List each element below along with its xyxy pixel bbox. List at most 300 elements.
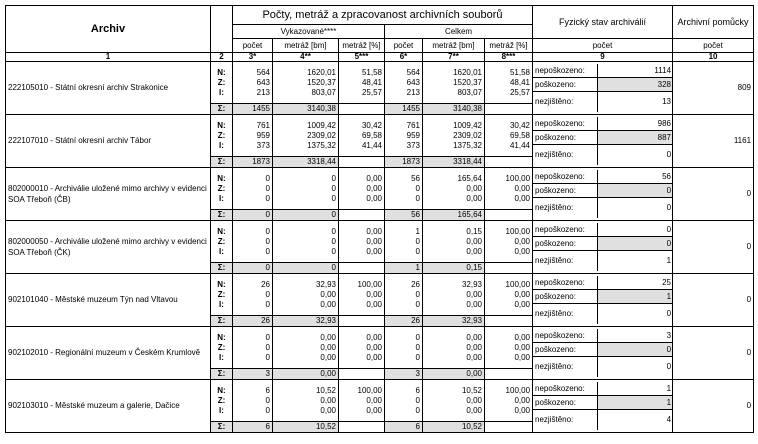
cell-value: 0,00 [514, 299, 531, 309]
archive-row [6, 380, 754, 422]
cell-value: 0,00 [320, 405, 336, 415]
cell-value: 30,42 [509, 120, 531, 130]
cell-value: 0,00 [466, 299, 482, 309]
cell-value: 48,41 [509, 77, 531, 87]
value-stack [211, 68, 232, 98]
table-cell [485, 327, 533, 369]
value-stack [211, 227, 232, 257]
cell-value: 0 [415, 289, 420, 299]
cell-value: 0 [415, 395, 420, 405]
table-cell [385, 62, 423, 104]
pocet-header: počet [385, 39, 423, 53]
nezjisteno-value: 13 [597, 92, 673, 112]
sum-value: 3140,38 [423, 104, 485, 115]
value-stack [235, 174, 270, 204]
nezjisteno-value: 0 [597, 304, 673, 324]
sum-blank [339, 104, 385, 115]
cell-value: 373 [256, 140, 270, 150]
cell-value: 0,00 [366, 395, 382, 405]
table-cell [211, 380, 233, 422]
pomucky-value: 0 [673, 327, 754, 380]
sum-value: 0,15 [423, 263, 485, 274]
column-number-row [6, 53, 754, 62]
archive-name [6, 62, 211, 115]
cell-value: 0,00 [366, 236, 382, 246]
cell-value: I: [219, 352, 224, 362]
value-stack [387, 227, 420, 257]
neposkozeno-value: 0 [597, 223, 673, 237]
fyzicky-stav-cell [533, 380, 673, 433]
archive-name-text: 222107010 - Státní okresní archiv Tábor [8, 136, 152, 146]
sum-value: 1455 [385, 104, 423, 115]
cell-value: 69,58 [509, 130, 531, 140]
table-cell [423, 62, 485, 104]
cell-value: N: [217, 120, 226, 130]
value-stack [387, 333, 420, 363]
cell-value: 0,00 [514, 352, 531, 362]
value-stack [341, 174, 382, 204]
cell-value: 0 [265, 342, 270, 352]
col-number: 10 [673, 53, 754, 62]
nezjisteno-label: nezjištěno: [535, 203, 574, 212]
cell-value: 0 [331, 246, 336, 256]
metraz-bm-header: metráž [bm] [273, 39, 339, 53]
cell-value: 1 [415, 226, 420, 236]
fyzicky-stav-header: Fyzický stav archiválií [533, 6, 673, 39]
cell-value: Z: [217, 77, 226, 87]
poskozeno-label: poškozeno: [533, 237, 597, 251]
cell-value: 100,00 [357, 385, 382, 395]
cell-value: I: [219, 193, 224, 203]
sum-value: 10,52 [423, 422, 485, 433]
value-stack [387, 68, 420, 98]
fyzicky-stav-grid [533, 223, 672, 271]
sum-value: 0 [273, 210, 339, 221]
table-cell [385, 274, 423, 316]
sum-value: 1873 [233, 157, 273, 168]
cell-value: 0,00 [366, 183, 382, 193]
cell-value: 0 [415, 246, 420, 256]
sigma-label: Σ: [211, 157, 233, 168]
poskozeno-label: poškozeno: [533, 184, 597, 198]
value-stack [275, 121, 336, 151]
poskozeno-value: 0 [597, 237, 673, 251]
cell-value: Z: [217, 289, 226, 299]
cell-value: 10,52 [315, 385, 336, 395]
value-stack [425, 68, 482, 98]
value-stack [235, 333, 270, 363]
cell-value: 6 [265, 385, 270, 395]
cell-value: 0,00 [366, 289, 382, 299]
cell-value: 213 [406, 87, 420, 97]
cell-value: 0 [415, 342, 420, 352]
table-cell [385, 380, 423, 422]
cell-value: 0,00 [466, 342, 482, 352]
nezjisteno-value: 1 [597, 251, 673, 271]
fyzicky-stav-grid [533, 329, 672, 377]
cell-value: 41,44 [509, 140, 531, 150]
cell-value: 0 [415, 299, 420, 309]
sigma-label: Σ: [211, 263, 233, 274]
cell-value: 26 [411, 279, 420, 289]
value-stack [211, 386, 232, 416]
cell-value: 0,00 [320, 342, 336, 352]
archive-row [6, 62, 754, 104]
cell-value: 0,00 [466, 236, 482, 246]
table-cell [339, 62, 385, 104]
cell-value: 213 [256, 87, 270, 97]
cell-value: 0 [415, 405, 420, 415]
poskozeno-value: 1 [597, 396, 673, 410]
table-cell [423, 274, 485, 316]
cell-value: 100,00 [357, 279, 382, 289]
label-header-blank [211, 6, 233, 53]
table-cell [423, 327, 485, 369]
cell-value: 0 [331, 193, 336, 203]
table-cell [211, 274, 233, 316]
pocet-header: počet [533, 39, 673, 53]
col-number: 6* [385, 53, 423, 62]
cell-value: Z: [217, 342, 226, 352]
value-stack [275, 227, 336, 257]
value-stack [235, 227, 270, 257]
pocty-header: Počty, metráž a zpracovanost archivních souborů [233, 6, 533, 25]
nezjisteno-value: 0 [597, 357, 673, 377]
table-cell [423, 380, 485, 422]
sum-value: 10,52 [273, 422, 339, 433]
cell-value: 2309,02 [307, 130, 336, 140]
cell-value: I: [219, 140, 224, 150]
value-stack [211, 333, 232, 363]
sum-value: 0 [233, 210, 273, 221]
value-stack [487, 227, 530, 257]
cell-value: N: [217, 385, 226, 395]
cell-value: 0,00 [514, 342, 531, 352]
nezjisteno-value: 0 [597, 145, 673, 165]
cell-value: 100,00 [505, 173, 531, 183]
table-cell [385, 168, 423, 210]
cell-value: 564 [406, 67, 420, 77]
value-stack [425, 227, 482, 257]
cell-value: 0,00 [514, 193, 531, 203]
cell-value: 0 [331, 183, 336, 193]
cell-value: Z: [217, 236, 226, 246]
sigma-label: Σ: [211, 210, 233, 221]
cell-value: Z: [217, 183, 226, 193]
neposkozeno-label: nepoškozeno: [533, 64, 597, 78]
cell-value: 1520,37 [307, 77, 336, 87]
fyzicky-stav-grid [533, 117, 672, 165]
value-stack [235, 68, 270, 98]
pomucky-value: 0 [673, 380, 754, 433]
cell-value: 56 [411, 173, 420, 183]
cell-value: 0,00 [466, 352, 482, 362]
sum-blank [485, 157, 533, 168]
cell-value: 165,64 [457, 173, 482, 183]
col-number: 4** [273, 53, 339, 62]
poskozeno-value: 328 [597, 78, 673, 92]
table-cell [233, 221, 273, 263]
cell-value: 0 [265, 332, 270, 342]
cell-value: 0,00 [366, 193, 382, 203]
archive-row [6, 115, 754, 157]
col-number: 2 [211, 53, 233, 62]
cell-value: 1620,01 [307, 67, 336, 77]
cell-value: 0,00 [320, 289, 336, 299]
archive-name [6, 221, 211, 274]
value-stack [211, 280, 232, 310]
cell-value: 51,58 [509, 67, 531, 77]
table-cell [339, 327, 385, 369]
cell-value: 0 [331, 226, 336, 236]
cell-value: 100,00 [505, 385, 531, 395]
neposkozeno-label: nepoškozeno: [533, 170, 597, 184]
neposkozeno-label: nepoškozeno: [533, 117, 597, 131]
nezjisteno-label: nezjištěno: [535, 150, 574, 159]
cell-value: 0,00 [366, 342, 382, 352]
nezjisteno-label: nezjištěno: [535, 309, 574, 318]
cell-value: 0,00 [366, 332, 382, 342]
cell-value: 0 [265, 226, 270, 236]
col-number: 1 [6, 53, 211, 62]
cell-value: 0,00 [366, 405, 382, 415]
cell-value: 41,44 [361, 140, 382, 150]
table-cell [423, 115, 485, 157]
cell-value: 959 [256, 130, 270, 140]
cell-value: 0 [265, 405, 270, 415]
table-cell [273, 115, 339, 157]
cell-value: 0 [265, 299, 270, 309]
cell-value: 51,58 [361, 67, 382, 77]
sum-value: 0 [233, 263, 273, 274]
cell-value: 26 [261, 279, 270, 289]
cell-value: 0,00 [320, 395, 336, 405]
cell-value: 0,00 [466, 183, 482, 193]
nezjisteno-label: nezjištěno: [535, 256, 574, 265]
pomucky-value: 0 [673, 168, 754, 221]
cell-value: I: [219, 299, 224, 309]
sum-value: 3318,44 [273, 157, 339, 168]
cell-value: 0 [265, 183, 270, 193]
table-cell [273, 168, 339, 210]
sigma-label: Σ: [211, 104, 233, 115]
sigma-label: Σ: [211, 316, 233, 327]
cell-value: 0 [331, 173, 336, 183]
value-stack [487, 121, 530, 151]
cell-value: 32,93 [461, 279, 482, 289]
value-stack [425, 121, 482, 151]
poskozeno-value: 887 [597, 131, 673, 145]
sum-blank [485, 422, 533, 433]
table-cell [273, 327, 339, 369]
sum-blank [339, 369, 385, 380]
sum-value: 1873 [385, 157, 423, 168]
sum-blank [339, 263, 385, 274]
archive-name-text: 802000010 - Archiválie uložené mimo archivy v evidenci SOA Třeboň (ČB) [8, 183, 207, 204]
table-cell [385, 221, 423, 263]
cell-value: I: [219, 87, 224, 97]
fyzicky-stav-grid [533, 276, 672, 324]
col-number: 8*** [485, 53, 533, 62]
cell-value: 0,00 [466, 332, 482, 342]
table-cell [233, 274, 273, 316]
table-cell [485, 274, 533, 316]
nezjisteno-label: nezjištěno: [535, 97, 574, 106]
col-number: 7** [423, 53, 485, 62]
nezjisteno-value: 0 [597, 198, 673, 218]
cell-value: 0,00 [514, 332, 531, 342]
cell-value: 643 [406, 77, 420, 87]
sum-value: 0,00 [273, 369, 339, 380]
nezjisteno-label: nezjištěno: [535, 362, 574, 371]
cell-value: 643 [256, 77, 270, 87]
cell-value: 0 [265, 173, 270, 183]
neposkozeno-value: 1 [597, 382, 673, 396]
cell-value: 0,00 [514, 236, 531, 246]
sum-value: 165,64 [423, 210, 485, 221]
sum-value: 3 [385, 369, 423, 380]
value-stack [341, 386, 382, 416]
cell-value: N: [217, 332, 226, 342]
cell-value: 6 [415, 385, 420, 395]
value-stack [341, 333, 382, 363]
neposkozeno-label: nepoškozeno: [533, 223, 597, 237]
cell-value: 0,00 [366, 352, 382, 362]
table-cell [485, 380, 533, 422]
cell-value: 0 [331, 236, 336, 246]
value-stack [387, 174, 420, 204]
table-cell [211, 327, 233, 369]
sum-value: 6 [385, 422, 423, 433]
archive-name-text: 902102010 - Regionální muzeum v Českém Krumlově [8, 348, 201, 358]
col-number: 9 [533, 53, 673, 62]
cell-value: 100,00 [505, 226, 531, 236]
archive-row [6, 274, 754, 316]
cell-value: 0 [415, 193, 420, 203]
table-cell [485, 221, 533, 263]
cell-value: 48,41 [361, 77, 382, 87]
archive-name-text: 802000050 - Archiválie uložené mimo archivy v evidenci SOA Třeboň (ČK) [8, 236, 207, 257]
fyzicky-stav-grid [533, 64, 672, 112]
table-cell [211, 115, 233, 157]
value-stack [235, 121, 270, 151]
value-stack [387, 280, 420, 310]
cell-value: N: [217, 67, 226, 77]
cell-value: 803,07 [311, 87, 336, 97]
cell-value: 0 [415, 236, 420, 246]
table-cell [385, 115, 423, 157]
fyzicky-stav-cell [533, 115, 673, 168]
archive-name [6, 168, 211, 221]
sum-blank [339, 422, 385, 433]
poskozeno-label: poškozeno: [533, 131, 597, 145]
archive-report-table [5, 5, 754, 433]
cell-value: 0,00 [514, 246, 531, 256]
value-stack [487, 386, 530, 416]
cell-value: 0,00 [320, 299, 336, 309]
value-stack [275, 280, 336, 310]
cell-value: Z: [217, 395, 226, 405]
col-number: 5*** [339, 53, 385, 62]
celkem-header: Celkem [385, 25, 533, 39]
sum-value: 1 [385, 263, 423, 274]
poskozeno-label: poškozeno: [533, 78, 597, 92]
table-cell [273, 221, 339, 263]
cell-value: 1375,32 [453, 140, 482, 150]
table-cell [233, 168, 273, 210]
archive-row [6, 221, 754, 263]
cell-value: 1009,42 [453, 120, 482, 130]
archive-row [6, 168, 754, 210]
cell-value: 0 [265, 236, 270, 246]
cell-value: 0 [265, 395, 270, 405]
cell-value: 0,00 [514, 395, 531, 405]
pocet-header: počet [673, 39, 754, 53]
table-cell [233, 115, 273, 157]
sum-value: 0,00 [423, 369, 485, 380]
sum-value: 56 [385, 210, 423, 221]
fyzicky-stav-grid [533, 170, 672, 218]
cell-value: 0,00 [366, 173, 382, 183]
sum-value: 32,93 [273, 316, 339, 327]
cell-value: 1009,42 [307, 120, 336, 130]
sum-blank [485, 263, 533, 274]
value-stack [387, 121, 420, 151]
cell-value: 0 [265, 193, 270, 203]
sum-value: 26 [385, 316, 423, 327]
neposkozeno-label: nepoškozeno: [533, 276, 597, 290]
table-cell [233, 380, 273, 422]
cell-value: I: [219, 246, 224, 256]
cell-value: Z: [217, 130, 226, 140]
cell-value: 0 [415, 332, 420, 342]
table-cell [211, 62, 233, 104]
table-cell [339, 221, 385, 263]
pomucky-value: 0 [673, 221, 754, 274]
poskozeno-label: poškozeno: [533, 396, 597, 410]
sum-value: 3140,38 [273, 104, 339, 115]
cell-value: 0 [265, 289, 270, 299]
neposkozeno-label: nepoškozeno: [533, 329, 597, 343]
value-stack [425, 333, 482, 363]
cell-value: 100,00 [505, 279, 531, 289]
table-cell [485, 62, 533, 104]
archive-name-text: 222105010 - Státní okresní archiv Strakonice [8, 83, 169, 93]
table-cell [211, 168, 233, 210]
poskozeno-label: poškozeno: [533, 343, 597, 357]
cell-value: 0 [265, 352, 270, 362]
cell-value: 761 [406, 120, 420, 130]
table-cell [273, 274, 339, 316]
value-stack [487, 280, 530, 310]
value-stack [341, 280, 382, 310]
cell-value: 0,00 [466, 193, 482, 203]
neposkozeno-value: 56 [597, 170, 673, 184]
pomucky-value: 1161 [673, 115, 754, 168]
sum-blank [485, 369, 533, 380]
table-cell [233, 327, 273, 369]
cell-value: 0,00 [366, 299, 382, 309]
sum-value: 6 [233, 422, 273, 433]
cell-value: 0,00 [466, 405, 482, 415]
table-cell [339, 380, 385, 422]
cell-value: 1520,37 [453, 77, 482, 87]
cell-value: 0,00 [466, 289, 482, 299]
col-number: 3* [233, 53, 273, 62]
fyzicky-stav-cell [533, 221, 673, 274]
neposkozeno-label: nepoškozeno: [533, 382, 597, 396]
cell-value: 0 [265, 246, 270, 256]
